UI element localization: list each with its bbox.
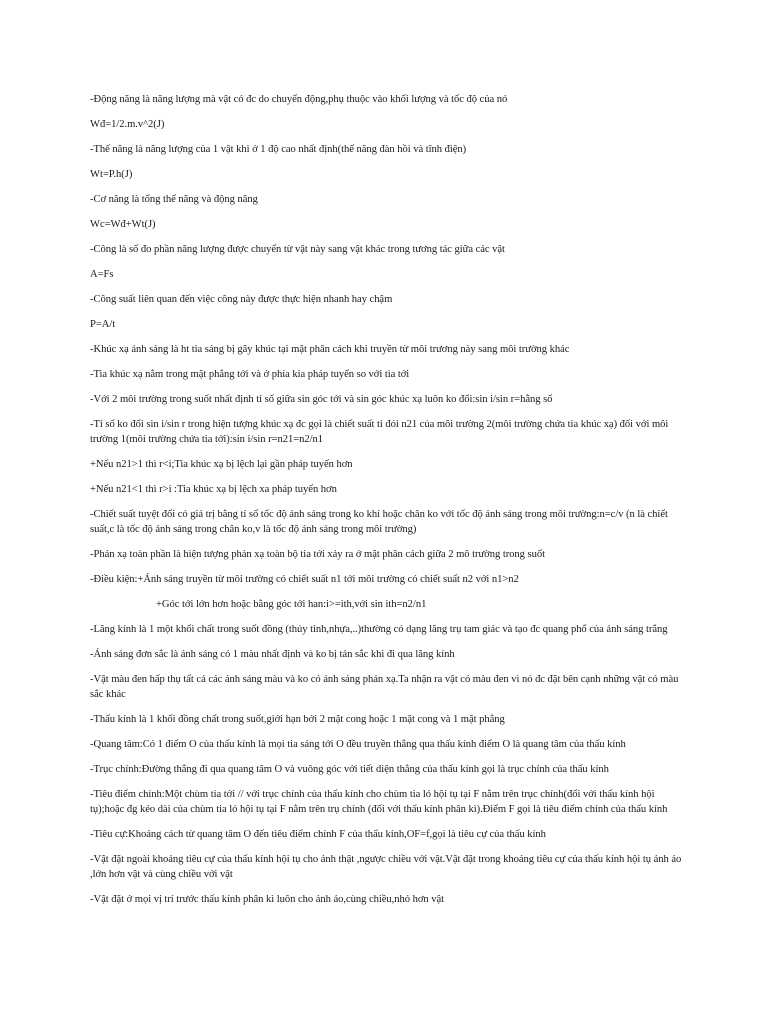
paragraph: +Nếu n21<1 thì r>i :Tia khúc xạ bị lệch xa pháp tuyến hơn [90,484,337,495]
paragraph: -Tia khúc xạ nằm trong mặt phẳng tới và ở phía kia pháp tuyến so với tia tới [90,369,410,380]
paragraph: -Vật đặt ngoài khoảng tiêu cự của thấu kính hội tụ cho ảnh thật ,ngược chiều với vật.Vật đặt trong khoảng tiêu cự của thấu kính hội tụ ảnh ảo ,lớn hơn vật và cùng chiều với vật [90,854,682,880]
paragraph: -Vật màu đen hấp thụ tất cả các ánh sáng màu và ko có ánh sáng phản xạ.Ta nhận ra vật có màu đen vì nó đc đặt bên cạnh những vật có màu sắc khác [90,674,679,700]
document-body [90,92,686,917]
paragraph: +Góc tới lớn hơn hoặc bằng góc tới han:i>=ith,với sin ith=n2/n1 [156,599,427,610]
paragraph: -Thấu kính là 1 khối đồng chất trong suốt,giới hạn bởi 2 mặt cong hoặc 1 mặt cong và 1 mặt phẳng [90,714,505,725]
paragraph: -Tiêu cự:Khoảng cách từ quang tâm O đến tiêu điểm chính F của thấu kính,OF=f,gọi là tiêu cự của thấu kính [90,829,546,840]
paragraph: -Trục chính:Đường thẳng đi qua quang tâm O và vuông góc với tiết diện thẳng của thấu kính gọi là trục chính của thấu kính [90,764,609,775]
paragraph: -Thế năng là năng lượng của 1 vật khi ở 1 độ cao nhất định(thế năng đàn hồi và tĩnh điện) [90,144,467,155]
paragraph: -Động năng là năng lượng mà vật có đc do chuyển động,phụ thuộc vào khối lượng và tốc độ của nó [90,94,508,105]
paragraph: +Nếu n21>1 thì r<i;Tia khúc xạ bị lệch lại gần pháp tuyến hơn [90,459,353,470]
paragraph: Wt=P.h(J) [90,169,133,180]
paragraph: -Tiêu điểm chính:Một chùm tia tới // với trục chính của thấu kính cho chùm tia ló hội tụ tại F nằm trên trục chính(đối với thấu kính hội tụ);hoặc đg kéo dài của chùm tia ló hội tụ tại F nằm trên trụ chính (đối với thấu kính phân kì).Điểm F gọi là tiêu điểm chính của thấu kính [90,789,668,815]
paragraph: -Lăng kính là 1 một khối chất trong suốt đồng (thủy tinh,nhựa,..)thường có dạng lăng trụ tam giác và tạo đc quang phổ của ánh sáng trắng [90,624,668,635]
paragraph: -Phản xạ toàn phần là hiện tượng phản xạ toàn bộ tia tới xảy ra ở mặt phân cách giữa 2 mô trường trong suốt [90,549,545,560]
paragraph: -Tỉ số ko đổi sin i/sin r trong hiện tượng khúc xạ đc gọi là chiết suất tỉ đói n21 của môi trường 2(môi trường chứa tia khúc xạ) đối với môi trường 1(môi trường chứa tia tới):sin i/sin r=n21=n2/n1 [90,419,669,445]
paragraph: Wc=Wđ+Wt(J) [90,219,156,230]
paragraph: -Vật đặt ở mọi vị trí trước thấu kính phân kì luôn cho ảnh ảo,cùng chiều,nhỏ hơn vật [90,894,445,905]
paragraph: -Khúc xạ ánh sáng là ht tia sáng bị gãy khúc tại mặt phân cách khi truyền từ môi trương này sang môi trường khác [90,344,570,355]
paragraph: -Công là số đo phần năng lượng được chuyển từ vật này sang vật khác trong tương tác giữa các vật [90,244,505,255]
paragraph: -Công suất liên quan đến việc công này được thực hiện nhanh hay chậm [90,294,393,305]
paragraph: -Chiết suất tuyệt đối có giá trị bằng tỉ số tốc độ ánh sáng trong ko khí hoặc chân ko với tốc độ ánh sáng trong môi trường:n=c/v (n là chiết suất,c là tốc độ ánh sáng trong chân ko,v là tốc độ ánh sáng trong môi trường) [90,509,668,535]
paragraph: -Cơ năng là tổng thế năng và động năng [90,194,258,205]
paragraph: -Với 2 môi trường trong suốt nhất định tỉ số giữa sin góc tới và sin góc khúc xạ luôn ko đổi:sin i/sin r=hằng số [90,394,553,405]
paragraph: A=Fs [90,269,114,280]
paragraph: -Quang tâm:Có 1 điểm O của thấu kính là mọi tia sáng tới O đều truyền thẳng qua thấu kính điểm O là quang tâm của thấu kính [90,739,626,750]
paragraph: -Ánh sáng đơn sắc là ánh sáng có 1 màu nhất định và ko bị tán sắc khi đi qua lăng kính [90,649,455,660]
paragraph: -Điều kiện:+Ánh sáng truyền từ môi trường có chiết suất n1 tới môi trường có chiết suất n2 với n1>n2 [90,574,519,585]
paragraph: Wđ=1/2.m.v^2(J) [90,119,165,130]
paragraph: P=A/t [90,319,116,330]
